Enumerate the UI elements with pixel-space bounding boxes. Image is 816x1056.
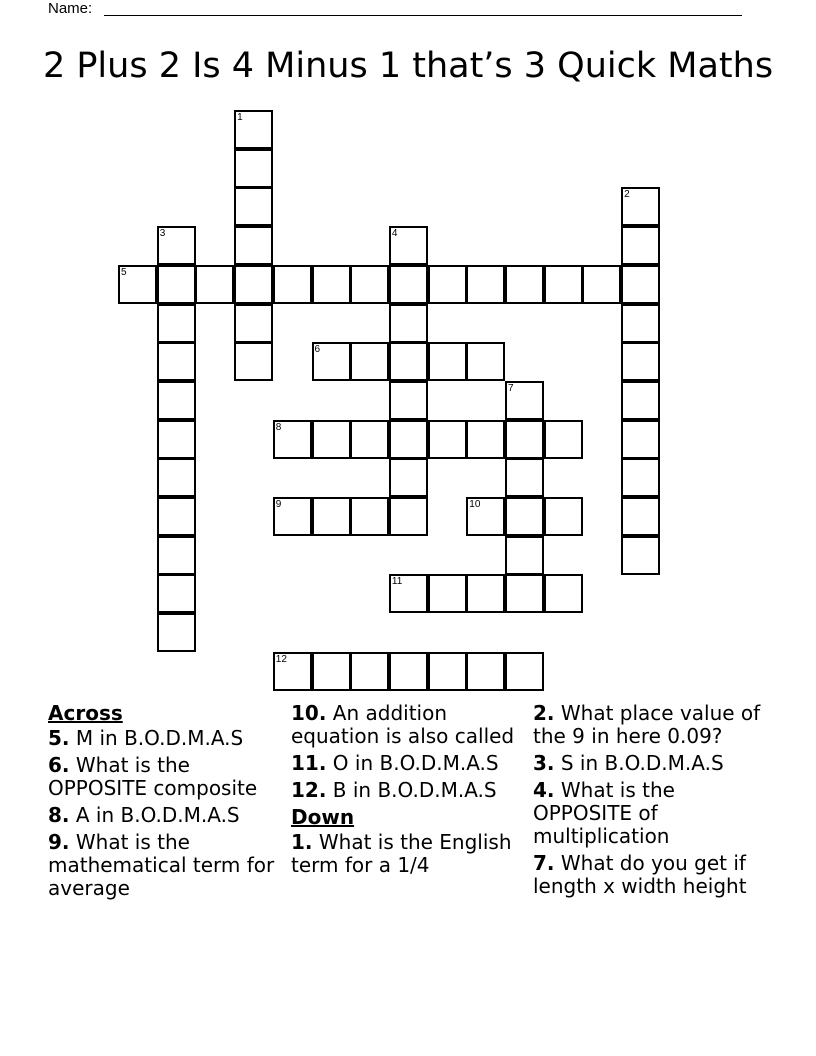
grid-cell[interactable] xyxy=(312,342,351,381)
grid-cell[interactable] xyxy=(389,304,428,343)
grid-cell[interactable] xyxy=(389,381,428,420)
grid-cell[interactable] xyxy=(621,187,660,226)
grid-cell[interactable] xyxy=(157,265,196,304)
grid-cell[interactable] xyxy=(350,497,389,536)
grid-cell[interactable] xyxy=(157,458,196,497)
clue-text: O in B.O.D.M.A.S xyxy=(332,751,499,775)
clue-number-label: 5 xyxy=(121,266,127,278)
grid-cell[interactable] xyxy=(312,265,351,304)
clue-number-label: 12 xyxy=(275,653,287,665)
grid-cell[interactable] xyxy=(273,420,312,459)
clue-number-label: 6 xyxy=(314,344,321,356)
grid-cell[interactable] xyxy=(234,149,273,188)
grid-cell[interactable] xyxy=(312,652,351,691)
clue-down-7 xyxy=(533,852,769,898)
clue-across-5 xyxy=(48,727,284,750)
clue-text: What is the mathematical term for average xyxy=(48,830,275,900)
clue-text: What do you get if length x width height xyxy=(533,851,747,898)
grid-cell[interactable] xyxy=(389,652,428,691)
across-heading: Across xyxy=(48,701,123,725)
grid-cell[interactable] xyxy=(273,652,312,691)
grid-cell[interactable] xyxy=(234,226,273,265)
name-label: Name: xyxy=(48,0,93,17)
clue-number-label: 8 xyxy=(275,421,282,433)
clue-text: M in B.O.D.M.A.S xyxy=(75,726,244,750)
grid-cell[interactable] xyxy=(505,497,544,536)
clue-down-1 xyxy=(291,831,527,877)
grid-cell[interactable] xyxy=(389,420,428,459)
clue-text: B in B.O.D.M.A.S xyxy=(332,778,497,802)
grid-cell[interactable] xyxy=(544,497,583,536)
clue-text: What is the OPPOSITE composite xyxy=(48,753,258,800)
clue-number-label: 4 xyxy=(391,228,398,240)
grid-cell[interactable] xyxy=(505,381,544,420)
clue-text: What place value of the 9 in here 0.09? xyxy=(533,701,761,748)
grid-cell[interactable] xyxy=(428,265,467,304)
grid-cell[interactable] xyxy=(544,265,583,304)
clue-number-label: 10 xyxy=(469,499,481,510)
grid-cell[interactable] xyxy=(157,536,196,575)
clue-number-label: 11 xyxy=(391,576,403,588)
grid-cell[interactable] xyxy=(466,420,505,459)
grid-cell[interactable] xyxy=(428,574,467,613)
grid-cell[interactable] xyxy=(582,265,621,304)
grid-cell[interactable] xyxy=(389,265,428,304)
page-title: 2 Plus 2 Is 4 Minus 1 that’s 3 Quick Maths xyxy=(42,46,774,86)
grid-cell[interactable] xyxy=(350,265,389,304)
grid-cell[interactable] xyxy=(157,574,196,613)
grid-cell[interactable] xyxy=(428,342,467,381)
grid-cell[interactable] xyxy=(389,458,428,497)
grid-cell[interactable] xyxy=(466,497,505,536)
clue-across-11 xyxy=(291,752,527,775)
clue-number: 6. xyxy=(48,753,70,777)
clue-number: 3. xyxy=(533,751,555,775)
clue-text: An addition equation is also called xyxy=(291,701,515,748)
grid-cell[interactable] xyxy=(505,458,544,497)
grid-cell[interactable] xyxy=(466,265,505,304)
grid-cell[interactable] xyxy=(621,420,660,459)
grid-cell[interactable] xyxy=(157,226,196,265)
grid-cell[interactable] xyxy=(234,187,273,226)
clue-down-3 xyxy=(533,752,769,775)
grid-cell[interactable] xyxy=(157,381,196,420)
clues-column-1 xyxy=(48,702,284,900)
grid-cell[interactable] xyxy=(157,304,196,343)
clue-text: A in B.O.D.M.A.S xyxy=(75,803,240,827)
clues-column-2 xyxy=(291,702,527,877)
grid-cell[interactable] xyxy=(350,342,389,381)
grid-cell[interactable] xyxy=(544,420,583,459)
grid-cell[interactable] xyxy=(234,342,273,381)
clue-number: 12. xyxy=(291,778,327,802)
clue-number: 5. xyxy=(48,726,70,750)
clue-number: 10. xyxy=(291,701,327,725)
grid-cell[interactable] xyxy=(273,265,312,304)
grid-cell[interactable] xyxy=(389,342,428,381)
grid-cell[interactable] xyxy=(505,574,544,613)
grid-cell[interactable] xyxy=(621,342,660,381)
grid-cell[interactable] xyxy=(157,497,196,536)
grid-cell[interactable] xyxy=(195,265,234,304)
clue-number: 4. xyxy=(533,778,555,802)
grid-cell[interactable] xyxy=(234,304,273,343)
grid-cell[interactable] xyxy=(621,265,660,304)
grid-cell[interactable] xyxy=(466,652,505,691)
clues-column-3 xyxy=(533,702,769,898)
grid-cell[interactable] xyxy=(312,420,351,459)
clue-number-label: 1 xyxy=(237,112,243,123)
clue-down-2 xyxy=(533,702,769,748)
clue-number-label: 7 xyxy=(508,382,514,394)
clue-text: S in B.O.D.M.A.S xyxy=(560,751,724,775)
clue-number: 9. xyxy=(48,830,70,854)
grid-cell[interactable] xyxy=(157,342,196,381)
clue-number: 8. xyxy=(48,803,70,827)
clue-across-8 xyxy=(48,804,284,827)
clue-number: 11. xyxy=(291,751,327,775)
grid-cell[interactable] xyxy=(350,652,389,691)
clue-across-9 xyxy=(48,831,284,900)
grid-cell[interactable] xyxy=(621,458,660,497)
grid-cell[interactable] xyxy=(389,574,428,613)
grid-cell[interactable] xyxy=(234,265,273,304)
clue-number: 2. xyxy=(533,701,555,725)
grid-cell[interactable] xyxy=(273,497,312,536)
clue-across-10 xyxy=(291,702,527,748)
grid-cell[interactable] xyxy=(621,497,660,536)
clue-number: 1. xyxy=(291,830,313,854)
clue-number-label: 9 xyxy=(275,499,282,510)
grid-cell[interactable] xyxy=(428,420,467,459)
clue-text: What is the English term for a 1/4 xyxy=(291,830,512,877)
clue-across-12 xyxy=(291,779,527,802)
grid-cell[interactable] xyxy=(505,536,544,575)
clue-number-label: 3 xyxy=(159,228,166,240)
clue-across-6 xyxy=(48,754,284,800)
grid-cell[interactable] xyxy=(505,265,544,304)
grid-cell[interactable] xyxy=(428,652,467,691)
grid-cell[interactable] xyxy=(118,265,157,304)
grid-cell[interactable] xyxy=(157,613,196,652)
grid-cell[interactable] xyxy=(389,226,428,265)
grid-cell[interactable] xyxy=(466,342,505,381)
grid-cell[interactable] xyxy=(621,304,660,343)
clue-text: What is the OPPOSITE of multiplication xyxy=(533,778,675,848)
grid-cell[interactable] xyxy=(621,381,660,420)
grid-cell[interactable] xyxy=(312,497,351,536)
grid-cell[interactable] xyxy=(544,574,583,613)
grid-cell[interactable] xyxy=(350,420,389,459)
down-heading: Down xyxy=(291,805,355,829)
grid-cell[interactable] xyxy=(621,536,660,575)
grid-cell[interactable] xyxy=(505,420,544,459)
grid-cell[interactable] xyxy=(389,497,428,536)
grid-cell[interactable] xyxy=(157,420,196,459)
grid-cell[interactable] xyxy=(505,652,544,691)
grid-cell[interactable] xyxy=(466,574,505,613)
clue-number-label: 2 xyxy=(624,189,630,201)
clue-down-4 xyxy=(533,779,769,848)
clue-number: 7. xyxy=(533,851,555,875)
grid-cell[interactable] xyxy=(621,226,660,265)
grid-cell[interactable] xyxy=(234,110,273,149)
